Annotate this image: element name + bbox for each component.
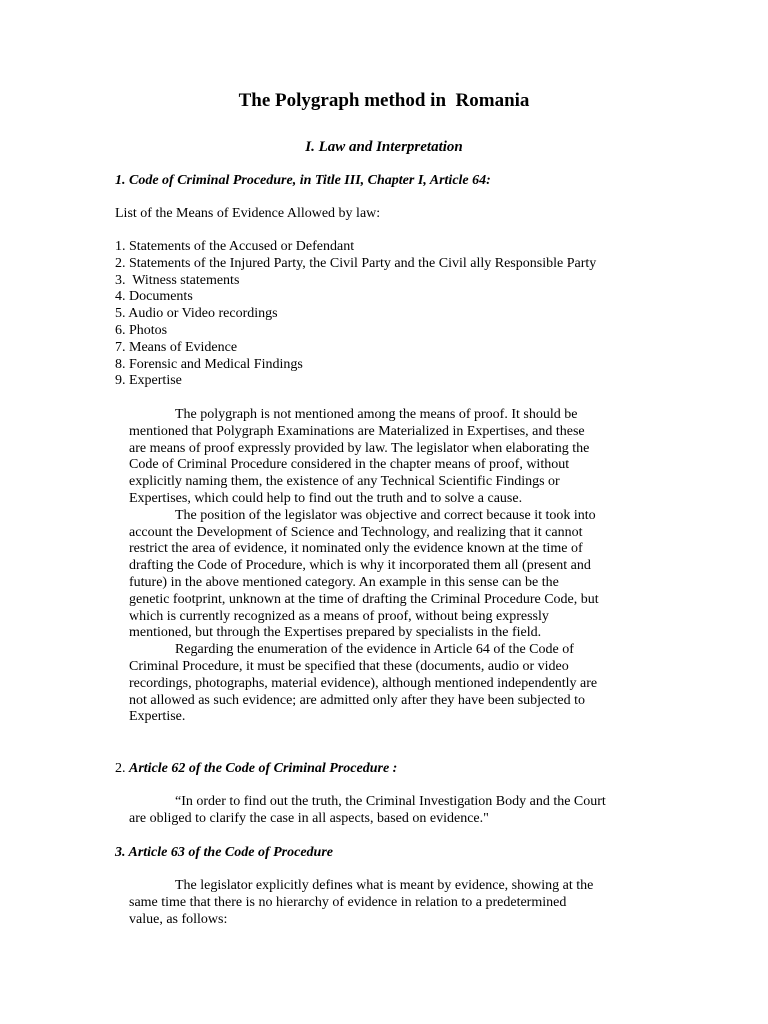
list-item: 9. Expertise [115, 373, 182, 389]
means-of-evidence-list [115, 239, 596, 390]
paragraph-line: explicitly naming them, the existence of any Technical Scientific Findings or [129, 474, 560, 490]
paragraph-line: The legislator explicitly defines what is meant by evidence, showing at the [175, 878, 594, 893]
paragraph-line: which is currently recognized as a means of proof, without being expressly [129, 608, 549, 624]
list-item: 2. Statements of the Injured Party, the Civil Party and the Civil ally Responsible Party [115, 255, 597, 271]
paragraph-line: future) in the above mentioned category. An example in this sense can be the [129, 574, 559, 590]
paragraph-line: The polygraph is not mentioned among the means of proof. It should be [175, 407, 578, 422]
heading-article-64: 1. Code of Criminal Procedure, in Title III, Chapter I, Article 64: [115, 173, 491, 188]
paragraph-polygraph [129, 407, 649, 726]
heading-number: 2. [115, 761, 129, 776]
list-item: 3. Witness statements [115, 272, 240, 288]
paragraph-line: drafting the Code of Procedure, which is why it incorporated them all (present and [129, 558, 591, 574]
paragraph-line: genetic footprint, unknown at the time of drafting the Criminal Procedure Code, but [129, 591, 599, 607]
list-item: 7. Means of Evidence [115, 339, 238, 355]
paragraph-line: not allowed as such evidence; are admitted only after they have been subjected to [129, 692, 585, 708]
quote-article-62 [129, 794, 649, 828]
list-item: 5. Audio or Video recordings [115, 306, 278, 322]
paragraph-line: The position of the legislator was objective and correct because it took into [175, 507, 596, 523]
paragraph-line: Code of Criminal Procedure considered in the chapter means of proof, without [129, 457, 570, 473]
paragraph-line: Regarding the enumeration of the evidence in Article 64 of the Code of [175, 642, 574, 658]
list-item: 1. Statements of the Accused or Defendant [115, 239, 355, 254]
paragraph-line: value, as follows: [129, 911, 228, 927]
quote-line: are obliged to clarify the case in all aspects, based on evidence." [129, 810, 489, 826]
list-item: 8. Forensic and Medical Findings [115, 356, 303, 372]
paragraph-line: Criminal Procedure, it must be specified that these (documents, audio or video [129, 658, 569, 674]
list-intro: List of the Means of Evidence Allowed by law: [115, 206, 381, 221]
paragraph-line: same time that there is no hierarchy of evidence in relation to a predetermined [129, 894, 567, 910]
quote-line: “In order to find out the truth, the Criminal Investigation Body and the Court [175, 794, 606, 809]
list-item: 4. Documents [115, 289, 193, 305]
paragraph-evidence-definition [129, 878, 649, 928]
heading-text: Article 62 of the Code of Criminal Procedure : [129, 761, 398, 776]
paragraph-line: are means of proof expressly provided by law. The legislator when elaborating the [129, 440, 590, 456]
paragraph-line: mentioned, but through the Expertises prepared by specialists in the field. [129, 625, 542, 641]
paragraph-line: account the Development of Science and Technology, and realizing that it cannot [129, 524, 583, 540]
paragraph-line: Expertise. [129, 709, 186, 725]
heading-article-62 [115, 761, 397, 778]
paragraph-line: mentioned that Polygraph Examinations are Materialized in Expertises, and these [129, 423, 585, 439]
document-title: The Polygraph method in Romania [238, 90, 530, 111]
list-item: 6. Photos [115, 322, 168, 338]
section-title: I. Law and Interpretation [305, 139, 463, 155]
heading-article-63: 3. Article 63 of the Code of Procedure [115, 845, 334, 860]
paragraph-line: recordings, photographs, material evidence), although mentioned independently are [129, 675, 598, 691]
paragraph-line: restrict the area of evidence, it nominated only the evidence known at the time of [129, 541, 583, 557]
paragraph-line: Expertises, which could help to find out the truth and to solve a cause. [129, 490, 523, 506]
